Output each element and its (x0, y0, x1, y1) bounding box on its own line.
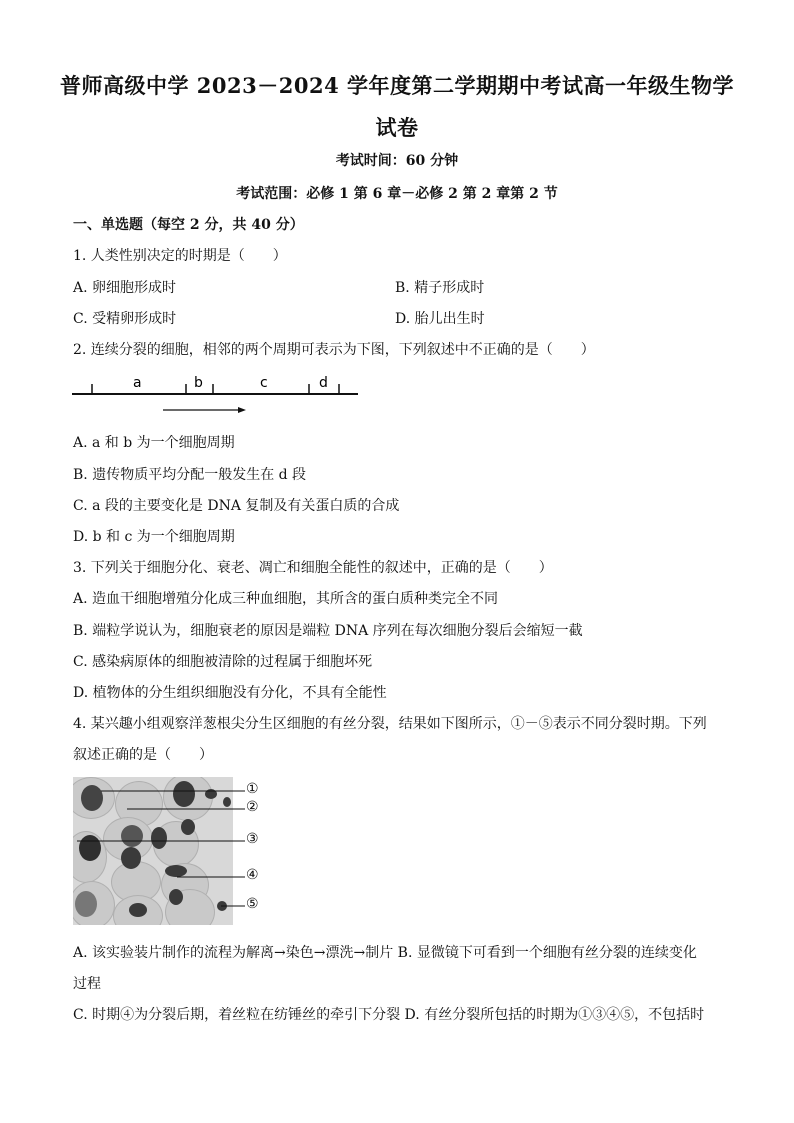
q1-option-d: D. 胎儿出生时 (395, 311, 485, 327)
segment-label-d: d (319, 375, 328, 391)
marker-5: ⑤ (246, 896, 259, 912)
q3-option-c: C. 感染病原体的细胞被清除的过程属于细胞坏死 (73, 654, 373, 670)
marker-3: ③ (246, 831, 259, 847)
exam-scope: 考试范围：必修 1 第 6 章－必修 2 第 2 章第 2 节 (236, 186, 558, 202)
section-heading: 一、单选题（每空 2 分，共 40 分） (73, 217, 304, 233)
q3-option-d: D. 植物体的分生组织细胞没有分化，不具有全能性 (73, 685, 387, 701)
q2-option-a: A. a 和 b 为一个细胞周期 (73, 435, 235, 451)
exam-title-line2: 试卷 (375, 115, 419, 140)
marker-2: ② (246, 799, 259, 815)
segment-label-b: b (194, 375, 203, 391)
q4-option-ab-line2: 过程 (73, 976, 101, 992)
q3-option-a: A. 造血干细胞增殖分化成三种血细胞，其所含的蛋白质种类完全不同 (73, 591, 499, 607)
q2-option-c: C. a 段的主要变化是 DNA 复制及有关蛋白质的合成 (73, 498, 400, 514)
q4-option-ab-line1: A. 该实验装片制作的流程为解离→染色→漂洗→制片 B. 显微镜下可看到一个细胞有丝分裂的连续变化 (73, 945, 697, 961)
exam-title-line1: 普师高级中学 2023－2024 学年度第二学期期中考试高一年级生物学 (60, 73, 735, 98)
micrograph-leader-lines (73, 777, 253, 925)
q4-stem-line1: 4. 某兴趣小组观察洋葱根尖分生区细胞的有丝分裂，结果如下图所示，①－⑤表示不同分裂时期。下列 (73, 716, 707, 732)
q2-option-b: B. 遗传物质平均分配一般发生在 d 段 (73, 467, 307, 483)
q1-option-b: B. 精子形成时 (395, 280, 485, 296)
q2-stem: 2. 连续分裂的细胞，相邻的两个周期可表示为下图，下列叙述中不正确的是（ ） (73, 342, 595, 358)
arrow-head (238, 407, 246, 413)
marker-4: ④ (246, 867, 259, 883)
exam-time: 考试时间：60 分钟 (335, 153, 459, 169)
cell-cycle-diagram (70, 370, 370, 420)
q1-option-c: C. 受精卵形成时 (73, 311, 177, 327)
segment-label-c: c (260, 375, 268, 391)
q2-option-d: D. b 和 c 为一个细胞周期 (73, 529, 235, 545)
segment-label-a: a (133, 375, 142, 391)
q4-stem-line2: 叙述正确的是（ ） (73, 747, 213, 763)
q1-stem: 1. 人类性别决定的时期是（ ） (73, 248, 287, 264)
q3-stem: 3. 下列关于细胞分化、衰老、凋亡和细胞全能性的叙述中，正确的是（ ） (73, 560, 553, 576)
q3-option-b: B. 端粒学说认为，细胞衰老的原因是端粒 DNA 序列在每次细胞分裂后会缩短一截 (73, 623, 583, 639)
q1-option-a: A. 卵细胞形成时 (73, 280, 177, 296)
marker-1: ① (246, 781, 259, 797)
q4-option-cd-line: C. 时期④为分裂后期，着丝粒在纺锤丝的牵引下分裂 D. 有丝分裂所包括的时期为①③④⑤，不包括时 (73, 1007, 705, 1023)
